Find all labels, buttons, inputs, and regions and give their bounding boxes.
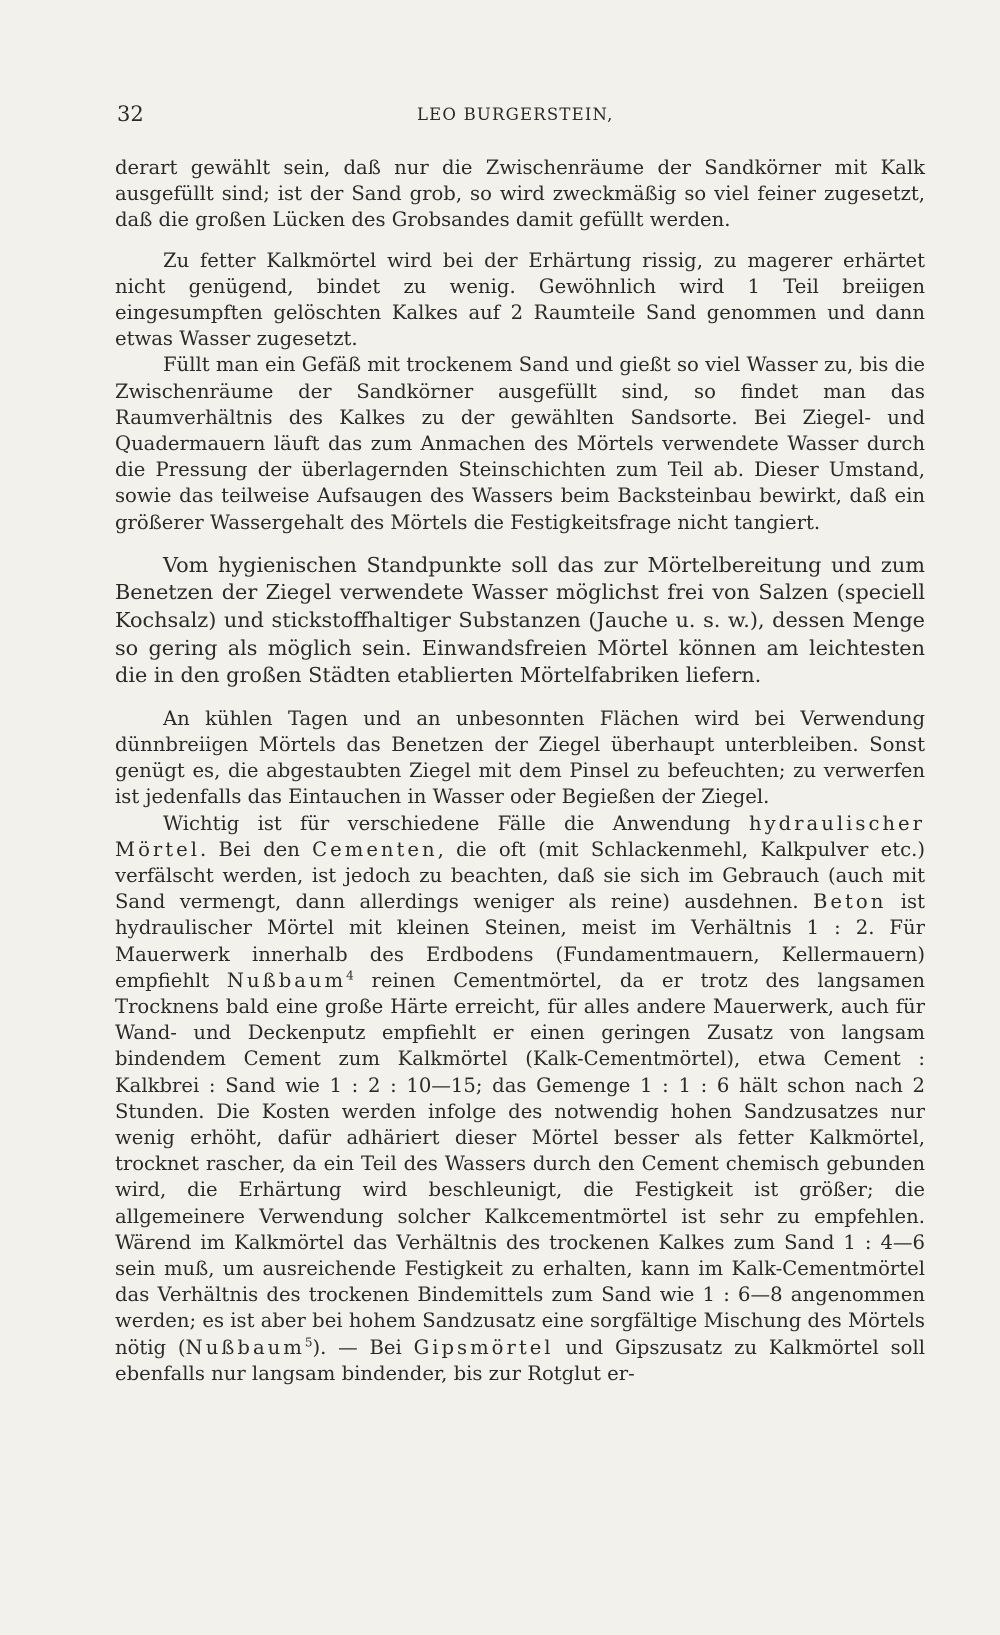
running-head: LEO BURGERSTEIN, [417, 105, 614, 124]
paragraph: Füllt man ein Gefäß mit trockenem Sand und gießt so viel Wasser zu, bis die Zwischenräume der Sandkörner ausgefüllt sind, so findet man das Raumverhältnis des Kalkes zu der gewählten Sandsorte. Bei Ziegel- und Quadermauern läuft das zum Anmachen des Mörtels verwendete Wasser durch die Pressung der überlagernden Steinschichten zum Teil ab. Dieser Umstand, sowie das teilweise Aufsaugen des Wassers beim Backsteinbau bewirkt, daß ein größerer Wassergehalt des Mörtels die Festigkeitsfrage nicht tangiert. [115, 353, 925, 534]
page-number: 32 [117, 102, 144, 126]
emphasis-term: hydraulischer Mörtel [115, 811, 925, 861]
text-run: . Bei den [199, 837, 313, 861]
body-text [115, 155, 925, 1387]
paragraph [115, 811, 925, 1387]
emphasis-term: Gipsmörtel [413, 1335, 554, 1359]
text-run: , die oft (mit Schlackenmehl, Kalkpulver etc.) verfälscht werden, ist jedoch zu beachten, daß sie sich im Gebrauch (auch mit Sand vermengt, dann allerdings weniger als reine) ausdehnen. [115, 837, 925, 914]
text-run: Wichtig ist für verschiedene Fälle die Anwendung [163, 811, 749, 835]
footnote-marker: 4 [346, 968, 354, 983]
author-name: Nußbaum [185, 1335, 305, 1359]
emphasis-term: Cementen [312, 837, 438, 861]
paragraph: An kühlen Tagen und an unbesonnten Flächen wird bei Verwendung dünnbreiigen Mörtels das Benetzen der Ziegel überhaupt unterbleiben. Sonst genügt es, die abgestaubten Ziegel mit dem Pinsel zu befeuchten; zu verwerfen ist jedenfalls das Eintauchen in Wasser oder Begießen der Ziegel. [115, 706, 925, 809]
footnote-marker: 5 [304, 1335, 313, 1350]
text-run: und Gipszusatz zu Kalkmörtel soll ebenfalls nur langsam bindender, bis zur Rotglut er- [115, 1335, 925, 1385]
emphasis-term: Beton [813, 890, 887, 914]
text-run: ist hydraulischer Mörtel mit kleinen Steinen, meist im Verhältnis 1 : 2. Für Mauerwerk innerhalb des Erdbodens (Fundamentmauern, Kellermauern) empfiehlt [115, 890, 925, 992]
paragraph: derart gewählt sein, daß nur die Zwischenräume der Sandkörner mit Kalk ausgefüllt sind; ist der Sand grob, so wird zweckmäßig so viel feiner zugesetzt, daß die großen Lücken des Grobsandes damit gefüllt werden. [115, 156, 925, 232]
author-name: Nußbaum [226, 968, 347, 992]
text-run: ). — Bei [312, 1335, 414, 1359]
page-header [117, 102, 924, 132]
text-run: reinen Cementmörtel, da er trotz des langsamen Trocknens bald eine große Härte erreicht, für alles andere Mauerwerk, auch für Wand- und Deckenputz empfiehlt er einen geringen Zusatz von langsam bindendem Cement zum Kalkmörtel (Kalk-Cementmörtel), etwa Cement : Kalkbrei : Sand wie 1 : 2 : 10—15; das Gemenge 1 : 1 : 6 hält schon nach 2 Stunden. Die Kosten werden infolge des notwendig hohen Sandzusatzes nur wenig erhöht, dafür adhäriert dieser Mörtel besser als fetter Kalkmörtel, trocknet rascher, da ein Teil des Wassers durch den Cement chemisch gebunden wird, die Erhärtung wird beschleunigt, die Festigkeit ist größer; die allgemeinere Verwendung solcher Kalkcementmörtel ist sehr zu empfehlen. Wärend im Kalkmörtel das Verhältnis des trockenen Kalkes zum Sand 1 : 4—6 sein muß, um ausreichende Festigkeit zu erhalten, kann im Kalk-Cementmörtel das Verhältnis des trockenen Bindemittels zum Sand wie 1 : 6—8 angenommen werden; es ist aber bei hohem Sandzusatz eine sorgfältige Mischung des Mörtels nötig ( [115, 968, 925, 1359]
paragraph: Vom hygienischen Standpunkte soll das zur Mörtelbereitung und zum Benetzen der Ziegel verwendete Wasser möglichst frei von Salzen (speciell Kochsalz) und stickstoffhaltiger Substanzen (Jauche u. s. w.), dessen Menge so gering als möglich sein. Einwandsfreien Mörtel können am leichtesten die in den großen Städten etablierten Mörtelfabriken liefern. [115, 552, 925, 688]
paragraph: Zu fetter Kalkmörtel wird bei der Erhärtung rissig, zu magerer erhärtet nicht genügend, bindet zu wenig. Gewöhnlich wird 1 Teil breiigen eingesumpften gelöschten Kalkes auf 2 Raumteile Sand genommen und dann etwas Wasser zugesetzt. [115, 248, 925, 351]
